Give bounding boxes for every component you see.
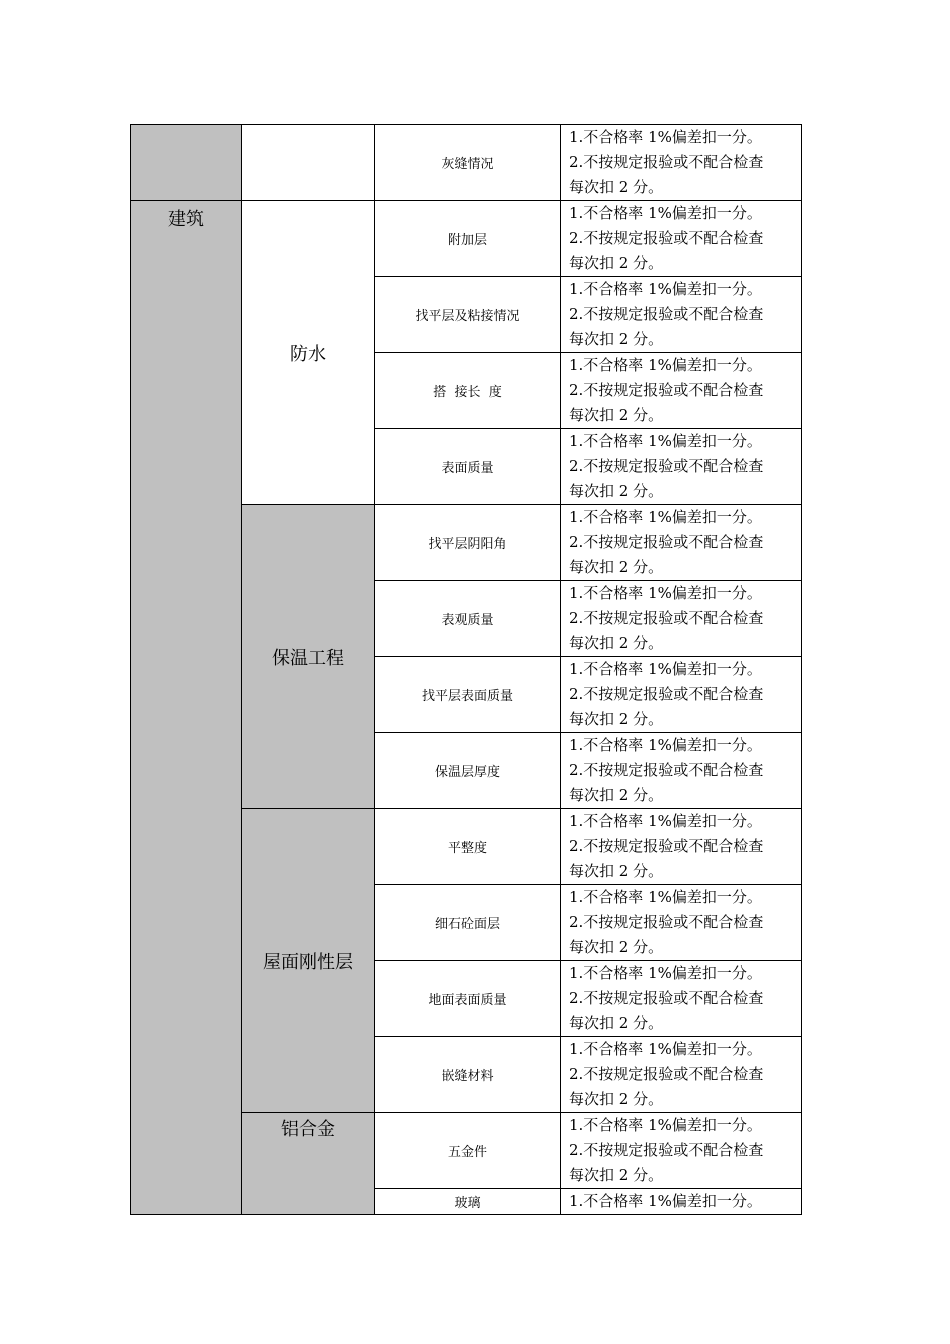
criteria-line: 2.不按规定报验或不配合检查 xyxy=(569,153,764,171)
criteria-line: 1.不合格率 1%偏差扣一分。 xyxy=(569,204,762,222)
criteria-line: 2.不按规定报验或不配合检查 xyxy=(569,1065,764,1083)
criteria-line: 每次扣 2 分。 xyxy=(569,634,664,652)
item-cell: 表面质量 xyxy=(375,429,561,505)
criteria-line: 每次扣 2 分。 xyxy=(569,1166,664,1184)
criteria-line: 1.不合格率 1%偏差扣一分。 xyxy=(569,1116,762,1134)
criteria-cell xyxy=(561,885,802,961)
criteria-line: 每次扣 2 分。 xyxy=(569,406,664,424)
criteria-cell xyxy=(561,125,802,201)
criteria-line: 每次扣 2 分。 xyxy=(569,178,664,196)
inspection-criteria-table xyxy=(130,124,802,1215)
criteria-cell xyxy=(561,809,802,885)
criteria-line: 每次扣 2 分。 xyxy=(569,710,664,728)
criteria-cell xyxy=(561,733,802,809)
criteria-cell xyxy=(561,429,802,505)
item-cell: 灰缝情况 xyxy=(375,125,561,201)
criteria-line: 每次扣 2 分。 xyxy=(569,254,664,272)
criteria-line: 2.不按规定报验或不配合检查 xyxy=(569,457,764,475)
item-cell: 细石砼面层 xyxy=(375,885,561,961)
criteria-line: 2.不按规定报验或不配合检查 xyxy=(569,609,764,627)
criteria-line: 2.不按规定报验或不配合检查 xyxy=(569,761,764,779)
criteria-line: 1.不合格率 1%偏差扣一分。 xyxy=(569,432,762,450)
criteria-line: 1.不合格率 1%偏差扣一分。 xyxy=(569,660,762,678)
criteria-line: 1.不合格率 1%偏差扣一分。 xyxy=(569,736,762,754)
criteria-line: 2.不按规定报验或不配合检查 xyxy=(569,913,764,931)
criteria-line: 2.不按规定报验或不配合检查 xyxy=(569,533,764,551)
criteria-cell xyxy=(561,277,802,353)
category-cell-continued xyxy=(131,125,242,201)
criteria-line: 1.不合格率 1%偏差扣一分。 xyxy=(569,356,762,374)
criteria-line: 1.不合格率 1%偏差扣一分。 xyxy=(569,128,762,146)
criteria-line: 每次扣 2 分。 xyxy=(569,330,664,348)
criteria-cell xyxy=(561,1037,802,1113)
item-cell: 搭 接长 度 xyxy=(375,353,561,429)
group-cell-aluminum-alloy: 铝合金 xyxy=(242,1113,375,1215)
item-cell: 地面表面质量 xyxy=(375,961,561,1037)
item-cell: 表观质量 xyxy=(375,581,561,657)
table-row xyxy=(131,125,802,201)
item-cell: 找平层表面质量 xyxy=(375,657,561,733)
criteria-cell xyxy=(561,961,802,1037)
criteria-cell xyxy=(561,353,802,429)
criteria-line: 1.不合格率 1%偏差扣一分。 xyxy=(569,1040,762,1058)
group-cell-waterproofing: 防水 xyxy=(242,201,375,505)
table-row xyxy=(131,201,802,277)
criteria-line: 每次扣 2 分。 xyxy=(569,1090,664,1108)
criteria-line: 2.不按规定报验或不配合检查 xyxy=(569,837,764,855)
criteria-line: 2.不按规定报验或不配合检查 xyxy=(569,229,764,247)
criteria-line: 每次扣 2 分。 xyxy=(569,862,664,880)
criteria-line: 每次扣 2 分。 xyxy=(569,558,664,576)
item-cell: 玻璃 xyxy=(375,1189,561,1215)
item-cell: 平整度 xyxy=(375,809,561,885)
criteria-line: 每次扣 2 分。 xyxy=(569,938,664,956)
item-cell: 找平层阴阳角 xyxy=(375,505,561,581)
criteria-line: 1.不合格率 1%偏差扣一分。 xyxy=(569,280,762,298)
criteria-line: 1.不合格率 1%偏差扣一分。 xyxy=(569,964,762,982)
criteria-line: 每次扣 2 分。 xyxy=(569,1014,664,1032)
item-cell: 找平层及粘接情况 xyxy=(375,277,561,353)
criteria-line: 1.不合格率 1%偏差扣一分。 xyxy=(569,1192,762,1210)
criteria-line: 1.不合格率 1%偏差扣一分。 xyxy=(569,508,762,526)
criteria-line: 2.不按规定报验或不配合检查 xyxy=(569,381,764,399)
criteria-cell xyxy=(561,657,802,733)
criteria-cell xyxy=(561,1189,802,1215)
item-cell: 嵌缝材料 xyxy=(375,1037,561,1113)
criteria-line: 每次扣 2 分。 xyxy=(569,786,664,804)
item-cell: 保温层厚度 xyxy=(375,733,561,809)
criteria-line: 1.不合格率 1%偏差扣一分。 xyxy=(569,888,762,906)
criteria-cell xyxy=(561,1113,802,1189)
criteria-cell xyxy=(561,581,802,657)
item-cell: 五金件 xyxy=(375,1113,561,1189)
criteria-cell xyxy=(561,505,802,581)
criteria-cell xyxy=(561,201,802,277)
category-cell: 建筑 xyxy=(131,201,242,1215)
group-cell-rigid-roof-layer: 屋面刚性层 xyxy=(242,809,375,1113)
criteria-line: 1.不合格率 1%偏差扣一分。 xyxy=(569,584,762,602)
criteria-line: 2.不按规定报验或不配合检查 xyxy=(569,1141,764,1159)
group-cell-insulation: 保温工程 xyxy=(242,505,375,809)
criteria-line: 2.不按规定报验或不配合检查 xyxy=(569,989,764,1007)
criteria-line: 2.不按规定报验或不配合检查 xyxy=(569,305,764,323)
criteria-line: 每次扣 2 分。 xyxy=(569,482,664,500)
criteria-line: 2.不按规定报验或不配合检查 xyxy=(569,685,764,703)
item-cell: 附加层 xyxy=(375,201,561,277)
criteria-line: 1.不合格率 1%偏差扣一分。 xyxy=(569,812,762,830)
group-cell-continued xyxy=(242,125,375,201)
